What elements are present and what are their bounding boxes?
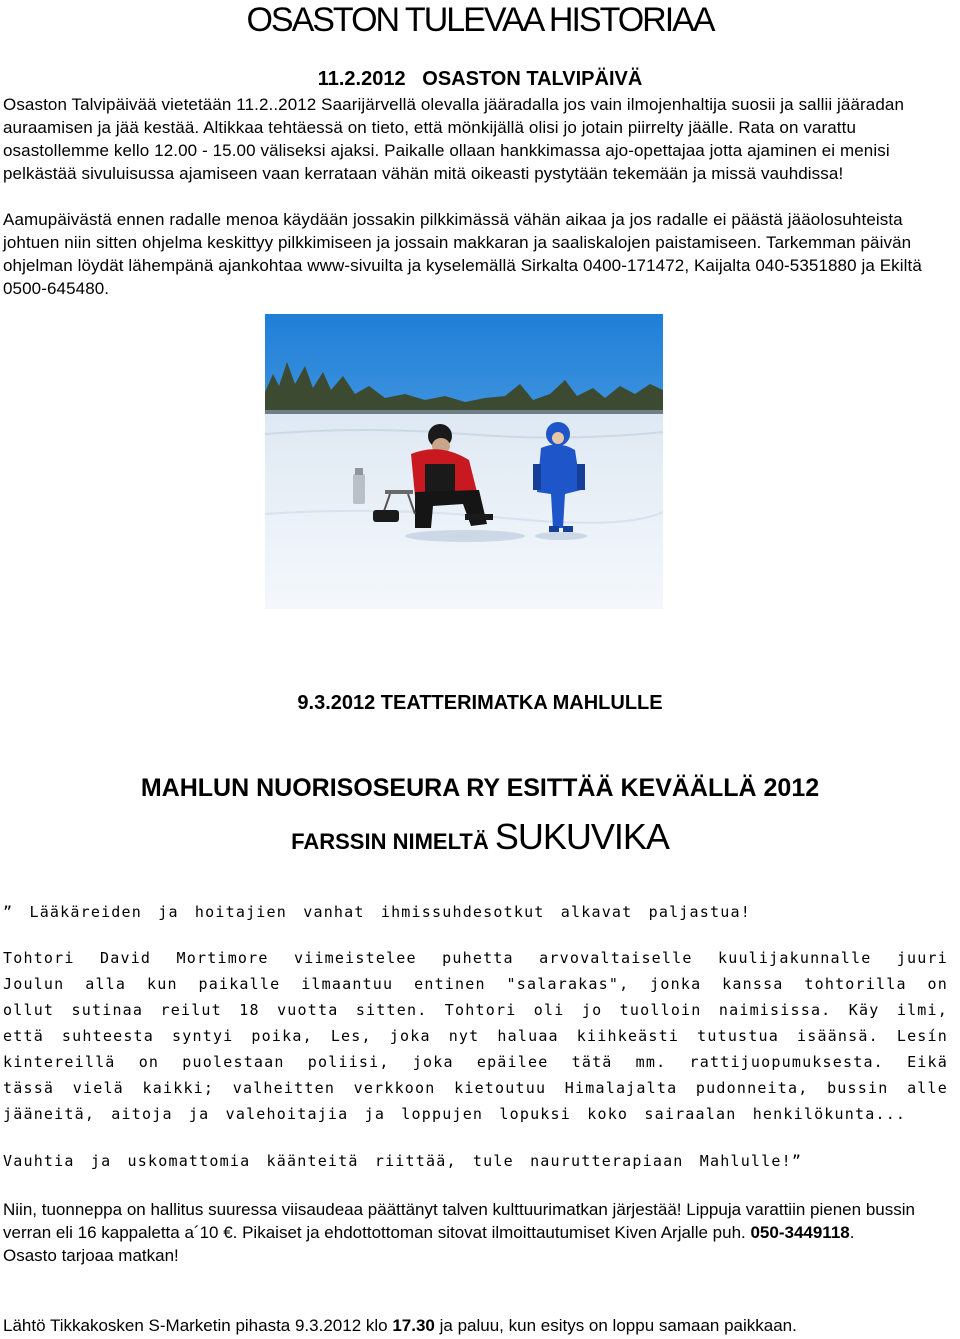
play-title: SUKUVIKA (494, 816, 669, 857)
contact-phone: 050-3449118 (750, 1223, 850, 1242)
play-title-line (0, 817, 960, 862)
trip-treat-note: Osasto tarjoaa matkan! (3, 1246, 179, 1265)
event-program-paragraph: Aamupäivästä ennen radalle menoa käydään jossakin pilkkimässä vähän aikaa ja jos radalle ei päästä jääolosuhteista johtuen niin sitten ohjelma keskittyy pilkkimiseen ja jossain makkaran ja saaliskalojen paistamiseen. Tarkemman päivän ohjelman löydät lähempänä ajankohtaa www-sivuilta ja kyselemällä Sirkalta 0400-171472, Kaijalta 040-5351880 ja Ekiltä 0500-645480. (3, 210, 922, 298)
event-description-paragraph: Osaston Talvipäivää vietetään 11.2..2012 Saarijärvellä olevalla jääradalla jos vain ilmojenhaltija suosii ja sallii jääradan auraamisen ja jää kestää. Altikkaa tehtäessä on tieto, että mönkijällä olisi jo jotain piirrelty jäälle. Rata on varattu osastollemme kello 12.00 - 15.00 väliseksi ajaksi. Paikalle ollaan hankkimassa ajo-opettajaa jotta ajaminen ei menisi pelkästää sivuluisussa ajamiseen vaan kerrataan vähän mitä oikeasti pystytään tekemään ja missä vauhdissa! (3, 95, 905, 183)
event-heading-theatre-trip: 9.3.2012 TEATTERIMATKA MAHLULLE (297, 692, 663, 714)
ice-fishing-photo (265, 314, 663, 609)
play-quote-ending: Vauhtia ja uskomattomia käänteitä riittää, tule naurutterapiaan Mahlulle!” (3, 1152, 803, 1170)
trip-info-text: Niin, tuonneppa on hallitus suuressa viisaudeaa päättänyt talven kulttuurimatkan järjestää! Lippuja varattiin pienen bussin verran eli 16 kappaletta a´10 €. Pikaiset ja ehdottottoman sitovat ilmoittautumiset Kiven Arjalle puh. (3, 1200, 915, 1242)
play-quote-intro: ” Lääkäreiden ja hoitajien vanhat ihmissuhdesotkut alkavat paljastua! (3, 903, 751, 921)
departure-time: 17.30 (392, 1316, 435, 1335)
trip-info-end: . (849, 1223, 855, 1242)
trip-info-paragraph (3, 1198, 958, 1267)
event-heading-winter-day: 11.2.2012 OSASTON TALVIPÄIVÄ (317, 68, 643, 90)
play-synopsis: Tohtori David Mortimore viimeistelee puhetta arvovaltaiselle kuulijakunnalle juuri Joulun alla kun paikalle ilmaantuu entinen "salarakas", jonka kanssa tohtorilla on ollut sutinaa reilut 18 vuotta sitten. Tohtori oli jo tuolloin naimisissa. Käy ilmi, että suhteesta syntyi poika, Les, joka nyt haluaa kiihkeästi tutustua isäänsä. Lesín kintereillä on puolestaan poliisi, joka epäilee tätä mm. rattijuopumuksesta. Eikä tässä vielä kaikki; valheitten verkkoon kietoutuu Himalajalta pudonneita, bussin alle jääneitä, aitoja ja valehoitajia ja loppujen lopuksi koko sairaalan henkilökunta... (3, 949, 948, 1123)
departure-prefix: Lähtö Tikkakosken S-Marketin pihasta 9.3.2012 klo (3, 1316, 393, 1335)
play-title-prefix: FARSSIN NIMELTÄ (291, 829, 495, 854)
play-announcement-headline: MAHLUN NUORISOSEURA RY ESITTÄÄ KEVÄÄLLÄ 2012 (140, 774, 820, 802)
departure-info (3, 1314, 958, 1337)
page-title: OSASTON TULEVAA HISTORIAA (246, 1, 714, 39)
departure-suffix: ja paluu, kun esitys on loppu samaan paikkaan. (434, 1316, 797, 1335)
